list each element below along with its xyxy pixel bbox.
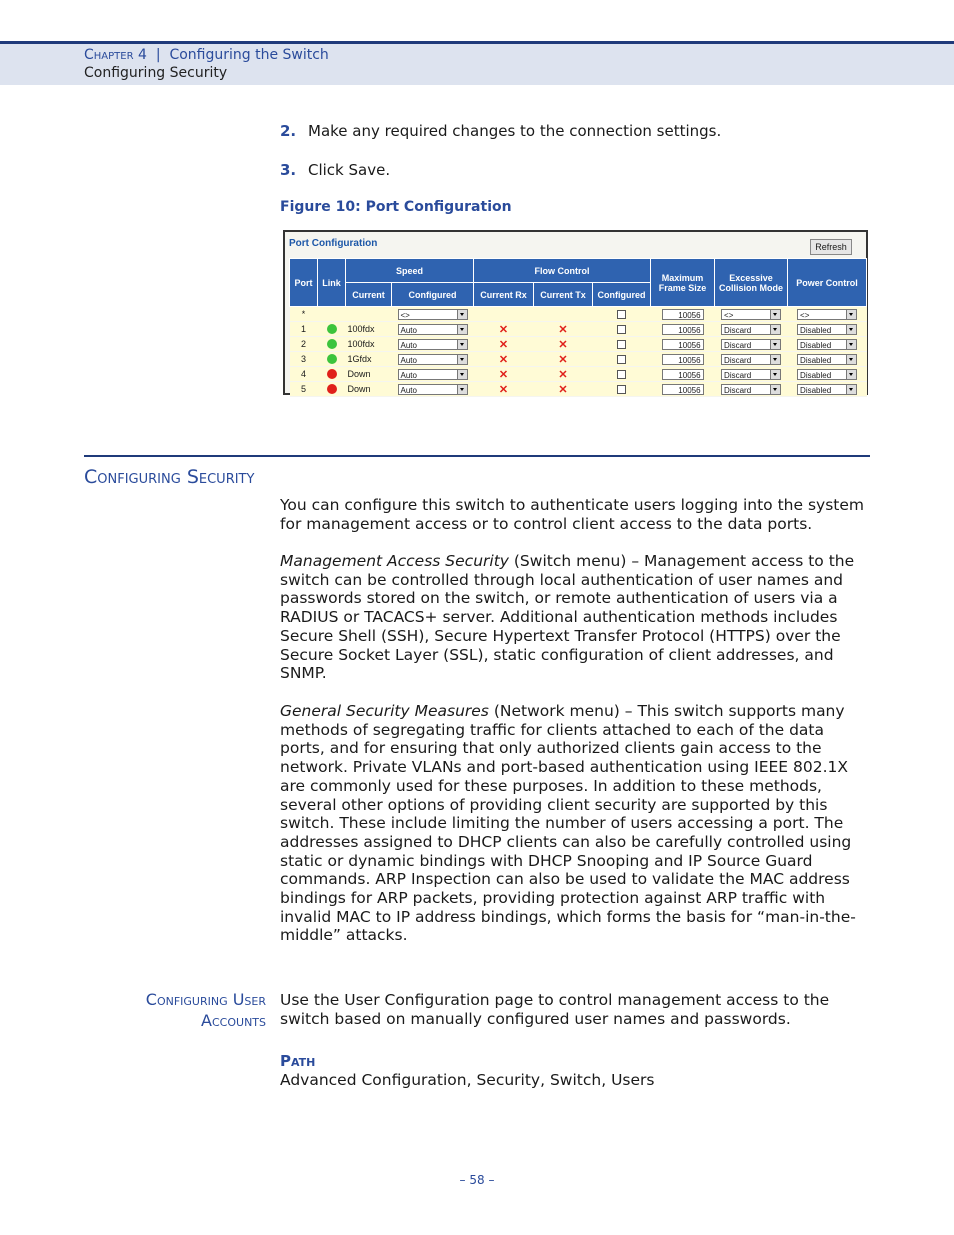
speed-select[interactable] [398,309,468,320]
power-select-value: Disabled [800,370,832,380]
power-cell [788,382,867,397]
mgmt-text: (Switch menu) – Management access to the switch can be controlled through local authentication of user names and passwords stored on the switch, or remote authentication of users via a RADIUS or TACACS+ server. Additional authentication methods includes Secure Shell (SSH), Secure Hypertext Transfer Protocol (HTTPS) over the Secure Socket Layer (SSL), static configuration of client addresses, and SNMP. [280,552,855,683]
power-select[interactable] [797,369,857,380]
power-select-value: <> [800,310,810,320]
chapter-title: Configuring the Switch [169,47,329,63]
flow-control-checkbox[interactable] [617,325,626,334]
current-tx-cell [534,322,593,337]
mgmt-term: Management Access Security [280,552,509,570]
port-cell: * [290,307,318,322]
rx-disabled-icon: ✕ [498,338,509,351]
subsection-title-line1: Configuring User [145,990,266,1009]
link-status-icon [327,354,337,364]
max-frame-input[interactable]: 10056 [662,309,704,320]
speed-current-cell: Down [346,367,392,382]
current-tx-cell [534,337,593,352]
step-2 [280,122,721,140]
chevron-down-icon [457,310,467,319]
chevron-down-icon [846,310,856,319]
fc-configured-cell [593,382,651,397]
port-cell: 5 [290,382,318,397]
power-cell [788,367,867,382]
panel-title: Port Configuration [289,238,378,249]
speed-select-value: Auto [400,385,417,395]
port-cell: 1 [290,322,318,337]
excessive-select[interactable] [721,309,781,320]
excessive-select-value: Discard [724,325,752,335]
port-row [290,337,867,352]
current-tx-cell [534,382,593,397]
step-text: Make any required changes to the connection settings. [308,122,722,140]
speed-select-value: Auto [400,370,417,380]
subsection-title-line2: Accounts [201,1010,266,1030]
section-rule [84,455,870,457]
max-frame-input[interactable]: 10056 [662,354,704,365]
speed-current-cell: 100fdx [346,322,392,337]
chevron-down-icon [770,355,780,364]
speed-configured-cell [392,382,474,397]
link-status-icon [327,384,337,394]
chevron-down-icon [846,385,856,394]
excessive-select[interactable] [721,369,781,380]
link-cell [318,367,346,382]
power-select[interactable] [797,309,857,320]
chevron-down-icon [770,340,780,349]
max-frame-cell [651,367,715,382]
tx-disabled-icon: ✕ [558,368,568,381]
power-select[interactable] [797,354,857,365]
excessive-cell [715,307,788,322]
power-select-value: Disabled [800,325,832,335]
excessive-select-value: Discard [724,385,752,395]
power-select[interactable] [797,339,857,350]
step-text: Click Save. [308,161,391,179]
speed-configured-cell [392,307,474,322]
chevron-down-icon [457,325,467,334]
speed-select-value: Auto [400,340,417,350]
link-cell [318,337,346,352]
power-select-value: Disabled [800,355,832,365]
chapter-label: Chapter 4 [84,47,147,63]
speed-current-cell: 1Gfdx [346,352,392,367]
flow-control-checkbox[interactable] [617,310,626,319]
header-section: Configuring Security [84,65,228,81]
excessive-select-value: Discard [724,340,752,350]
tx-disabled-icon: ✕ [558,383,568,396]
current-rx-cell [474,322,534,337]
speed-select[interactable] [398,324,468,335]
speed-select-value: Auto [400,355,417,365]
section-intro: You can configure this switch to authenticate users logging into the system for management access or to control client access to the data ports. [280,496,864,533]
speed-current-cell: Down [346,382,392,397]
speed-configured-cell [392,337,474,352]
excessive-cell [715,322,788,337]
col-max-frame: Maximum Frame Size [651,259,715,307]
subsection-title [146,990,266,1031]
rx-disabled-icon: ✕ [498,368,509,381]
rx-disabled-icon: ✕ [498,323,509,336]
current-rx-cell [474,382,534,397]
port-row [290,307,867,322]
step-number: 3. [280,161,297,179]
figure-caption: Figure 10: Port Configuration [280,199,512,215]
chevron-down-icon [846,325,856,334]
max-frame-input[interactable]: 10056 [662,384,704,395]
link-status-icon [327,339,337,349]
max-frame-input[interactable]: 10056 [662,339,704,350]
col-power: Power Control [788,259,867,307]
chevron-down-icon [457,385,467,394]
col-speed-current: Current [346,283,392,307]
general-term: General Security Measures [280,702,489,720]
fc-configured-cell [593,367,651,382]
current-tx-cell [534,307,593,322]
link-cell [318,352,346,367]
excessive-cell [715,367,788,382]
fc-configured-cell [593,352,651,367]
general-text: (Network menu) – This switch supports many methods of segregating traffic for clients attached to each of the data ports, and for ensuring that only authorized clients gain access to the network. Private VLANs and port-based authentication using IEEE 802.1X are commonly used for these purposes. In addition to these methods, several other options of providing client security are supported by this switch. These include limiting the number of users accessing a port. The addresses assigned to DHCP clients can also be carefully controlled using static or dynamic bindings with DHCP Snooping and IP Source Guard commands. ARP Inspection can also be used to validate the MAC address bindings for ARP packets, providing protection against ARP traffic with invalid MAC to IP address bindings, which forms the basis for “man-in-the-middle” attacks. [280,702,856,945]
subsection-text: Use the User Configuration page to control management access to the switch based on manually configured user names and passwords. [280,991,830,1028]
path-label: Path [280,1052,316,1070]
current-tx-cell [534,352,593,367]
excessive-cell [715,352,788,367]
col-flow-control: Flow Control [474,259,651,283]
col-fc-configured: Configured [593,283,651,307]
excessive-select-value: Discard [724,355,752,365]
flow-control-checkbox[interactable] [617,355,626,364]
max-frame-cell [651,307,715,322]
flow-control-checkbox[interactable] [617,370,626,379]
link-cell [318,307,346,322]
power-select-value: Disabled [800,385,832,395]
page-number: – 58 – [459,1173,495,1187]
max-frame-cell [651,337,715,352]
port-row [290,352,867,367]
col-link: Link [318,259,346,307]
port-cell: 4 [290,367,318,382]
port-table [289,258,867,397]
speed-current-cell: 100fdx [346,337,392,352]
speed-select[interactable] [398,369,468,380]
general-security-paragraph [280,702,870,945]
col-current-tx: Current Tx [534,283,593,307]
mgmt-access-paragraph [280,552,870,683]
power-cell [788,307,867,322]
current-rx-cell [474,337,534,352]
current-rx-cell [474,307,534,322]
header-separator: | [155,47,161,63]
current-tx-cell [534,367,593,382]
excessive-cell [715,382,788,397]
chevron-down-icon [457,340,467,349]
speed-select[interactable] [398,339,468,350]
chapter-line [84,47,329,63]
link-cell [318,382,346,397]
max-frame-cell [651,322,715,337]
rx-disabled-icon: ✕ [498,353,509,366]
power-cell [788,337,867,352]
chevron-down-icon [770,325,780,334]
tx-disabled-icon: ✕ [558,323,568,336]
excessive-cell [715,337,788,352]
tx-disabled-icon: ✕ [558,353,568,366]
port-row [290,367,867,382]
speed-configured-cell [392,367,474,382]
port-cell: 3 [290,352,318,367]
chevron-down-icon [770,310,780,319]
port-cell: 2 [290,337,318,352]
chevron-down-icon [846,355,856,364]
max-frame-cell [651,352,715,367]
power-cell [788,322,867,337]
col-current-rx: Current Rx [474,283,534,307]
chevron-down-icon [846,370,856,379]
col-speed: Speed [346,259,474,283]
section-title: Configuring Security [84,466,255,488]
chevron-down-icon [457,370,467,379]
power-select[interactable] [797,324,857,335]
flow-control-checkbox[interactable] [617,340,626,349]
fc-configured-cell [593,307,651,322]
step-number: 2. [280,122,297,140]
speed-select-value: Auto [400,325,417,335]
excessive-select[interactable] [721,354,781,365]
fc-configured-cell [593,322,651,337]
chevron-down-icon [770,385,780,394]
max-frame-cell [651,382,715,397]
port-row [290,382,867,397]
rx-disabled-icon: ✕ [498,383,509,396]
link-status-icon [327,324,337,334]
flow-control-checkbox[interactable] [617,385,626,394]
speed-select[interactable] [398,354,468,365]
power-select[interactable] [797,384,857,395]
refresh-button[interactable]: Refresh [810,239,852,255]
chevron-down-icon [457,355,467,364]
chevron-down-icon [770,370,780,379]
fc-configured-cell [593,337,651,352]
col-excessive: Excessive Collision Mode [715,259,788,307]
running-header [0,41,954,85]
col-speed-configured: Configured [392,283,474,307]
link-status-icon [327,369,337,379]
current-rx-cell [474,367,534,382]
speed-configured-cell [392,322,474,337]
excessive-select[interactable] [721,324,781,335]
current-rx-cell [474,352,534,367]
speed-current-cell [346,307,392,322]
max-frame-input[interactable]: 10056 [662,369,704,380]
speed-configured-cell [392,352,474,367]
port-row [290,322,867,337]
excessive-select[interactable] [721,339,781,350]
step-3 [280,161,390,179]
max-frame-input[interactable]: 10056 [662,324,704,335]
chevron-down-icon [846,340,856,349]
path-text: Advanced Configuration, Security, Switch, Users [280,1071,655,1089]
power-select-value: Disabled [800,340,832,350]
speed-select-value: <> [400,310,410,320]
excessive-select-value: Discard [724,370,752,380]
speed-select[interactable] [398,384,468,395]
port-configuration-screenshot [283,230,868,395]
power-cell [788,352,867,367]
col-port: Port [290,259,318,307]
link-cell [318,322,346,337]
tx-disabled-icon: ✕ [558,338,568,351]
excessive-select[interactable] [721,384,781,395]
excessive-select-value: <> [724,310,734,320]
